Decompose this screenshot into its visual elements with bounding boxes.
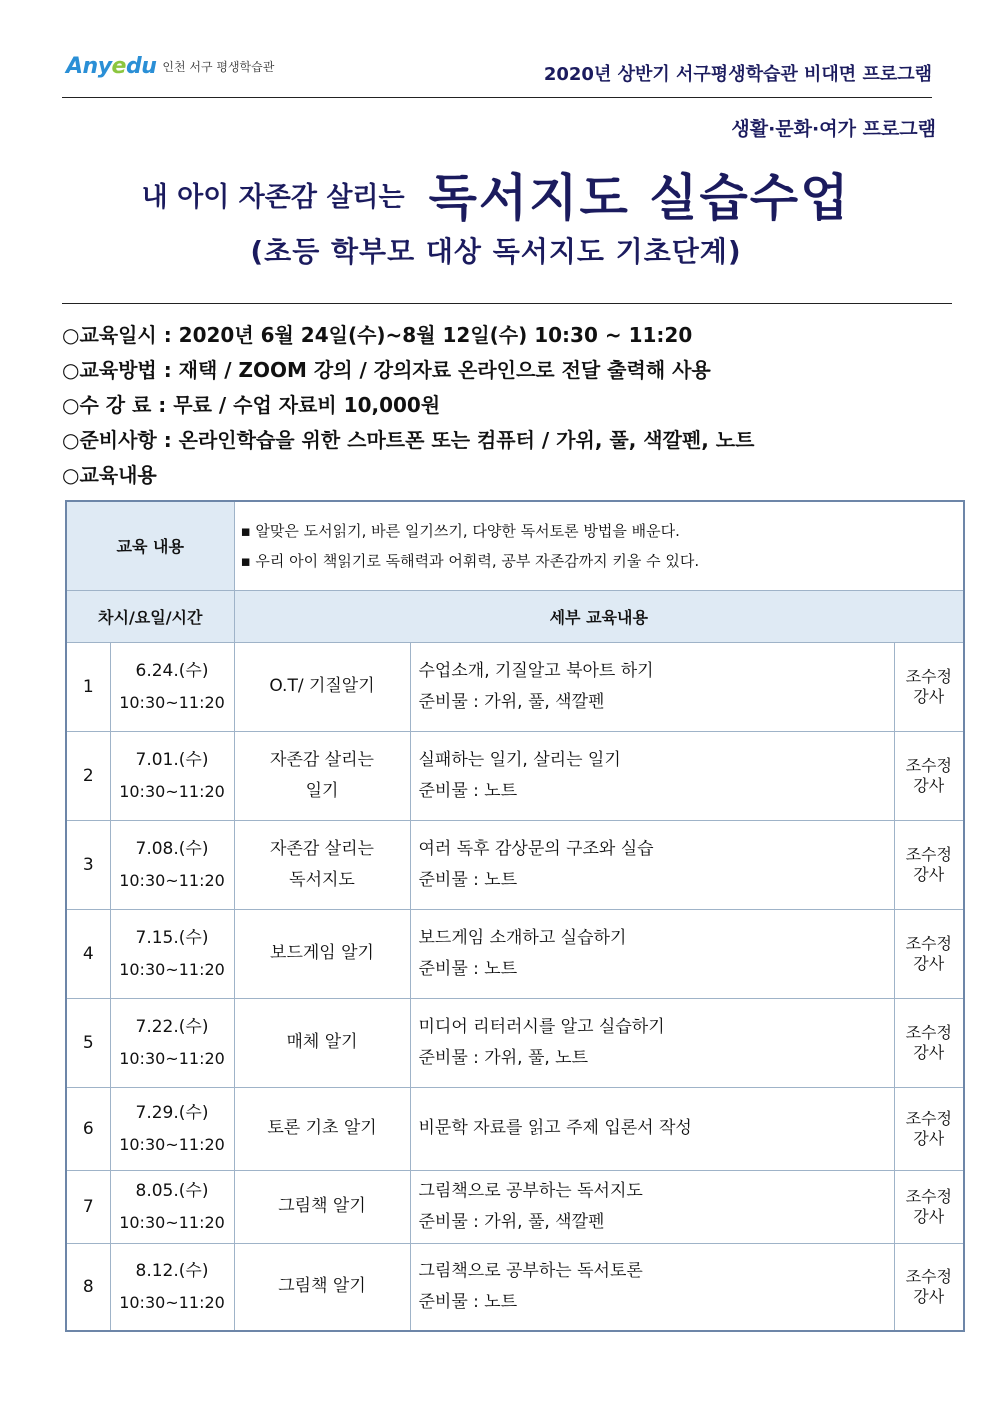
table-row [66, 1170, 964, 1243]
session-topic [234, 642, 410, 731]
info-method: ○교육방법 : 재택 / ZOOM 강의 / 강의자료 온라인으로 전달 출력해 사용 [62, 358, 711, 382]
session-detail [410, 731, 894, 820]
session-time: 10:30~11:20 [119, 1134, 225, 1154]
lecturer-name: 조수정 [905, 933, 952, 953]
topic-line: 자존감 살리는 [270, 749, 374, 770]
table-row [66, 998, 964, 1087]
detail-line: 그림책으로 공부하는 독서토론 [418, 1260, 643, 1281]
topic-line: 일기 [305, 780, 339, 801]
session-time: 10:30~11:20 [119, 781, 225, 801]
info-schedule: ○교육일시 : 2020년 6월 24일(수)~8월 12일(수) 10:30 ~ 11:20 [62, 323, 693, 347]
header-title: 2020년 상반기 서구평생학습관 비대면 프로그램 [543, 64, 932, 85]
session-topic [234, 998, 410, 1087]
intro-items [234, 501, 964, 590]
detail-line: 실패하는 일기, 살리는 일기 [418, 749, 621, 770]
title-divider [62, 303, 952, 304]
session-datetime [110, 1170, 234, 1243]
session-date: 7.08.(수) [135, 838, 209, 859]
info-list [62, 318, 754, 493]
session-date: 7.29.(수) [135, 1102, 209, 1123]
table-row [66, 909, 964, 998]
session-time: 10:30~11:20 [119, 1048, 225, 1068]
materials-line: 준비물 : 노트 [418, 958, 518, 979]
lecturer-title: 강사 [913, 1128, 945, 1148]
materials-line: 준비물 : 가위, 풀, 색깔펜 [418, 1211, 605, 1232]
lecturer-name: 조수정 [905, 1266, 952, 1286]
session-lecturer [894, 909, 964, 998]
topic-line: O.T/ 기질알기 [269, 676, 375, 696]
session-time: 10:30~11:20 [119, 1212, 225, 1232]
session-time: 10:30~11:20 [119, 959, 225, 979]
session-datetime [110, 820, 234, 909]
session-datetime [110, 642, 234, 731]
detail-line: 수업소개, 기질알고 북아트 하기 [418, 660, 654, 681]
col-session-header: 차시/요일/시간 [66, 590, 234, 642]
session-datetime [110, 1243, 234, 1331]
session-datetime [110, 998, 234, 1087]
page-title [0, 158, 992, 230]
lecturer-name: 조수정 [905, 1022, 952, 1042]
session-topic [234, 1243, 410, 1331]
topic-line: 그림책 알기 [278, 1276, 366, 1297]
session-date: 7.01.(수) [135, 749, 209, 770]
session-datetime [110, 731, 234, 820]
session-number: 2 [66, 731, 110, 820]
topic-line: 자존감 살리는 [270, 838, 374, 859]
program-category: 생활·문화·여가 프로그램 [731, 118, 936, 140]
materials-line: 준비물 : 노트 [418, 780, 518, 801]
session-date: 8.12.(수) [135, 1260, 209, 1281]
session-detail [410, 909, 894, 998]
session-number: 5 [66, 998, 110, 1087]
session-lecturer [894, 1243, 964, 1331]
logo [66, 54, 274, 79]
session-detail [410, 642, 894, 731]
schedule-rows [66, 642, 964, 1331]
session-time: 10:30~11:20 [119, 1292, 225, 1312]
session-detail [410, 820, 894, 909]
topic-line: 매체 알기 [286, 1032, 358, 1052]
lecturer-name: 조수정 [905, 755, 952, 775]
session-number: 1 [66, 642, 110, 731]
session-date: 7.15.(수) [135, 927, 209, 948]
lecturer-name: 조수정 [905, 1108, 952, 1128]
col-detail-header: 세부 교육내용 [234, 590, 964, 642]
lecturer-title: 강사 [913, 686, 945, 706]
session-datetime [110, 909, 234, 998]
table-row [66, 820, 964, 909]
session-detail [410, 1243, 894, 1331]
session-number: 6 [66, 1087, 110, 1170]
session-detail [410, 1170, 894, 1243]
logo-wordmark: Anyedu [66, 54, 157, 79]
intro-item: ▪ 알맞은 도서읽기, 바른 일기쓰기, 다양한 독서토론 방법을 배운다. [240, 521, 680, 540]
schedule-table [65, 500, 965, 1332]
intro-row [66, 501, 964, 590]
session-number: 8 [66, 1243, 110, 1331]
session-time: 10:30~11:20 [119, 692, 225, 712]
table-row [66, 1087, 964, 1170]
info-fee: ○수 강 료 : 무료 / 수업 자료비 10,000원 [62, 393, 441, 417]
lecturer-title: 강사 [913, 864, 945, 884]
detail-line: 보드게임 소개하고 실습하기 [418, 927, 627, 948]
materials-line: 준비물 : 가위, 풀, 색깔펜 [418, 691, 605, 712]
lecturer-title: 강사 [913, 1206, 945, 1226]
session-lecturer [894, 1170, 964, 1243]
detail-line: 여러 독후 감상문의 구조와 실습 [418, 838, 654, 859]
header-divider [62, 97, 932, 98]
topic-line: 토론 기초 알기 [267, 1118, 377, 1138]
topic-line: 보드게임 알기 [270, 943, 374, 963]
materials-line: 준비물 : 가위, 풀, 노트 [418, 1047, 589, 1068]
session-time: 10:30~11:20 [119, 870, 225, 890]
detail-line: 비문학 자료를 읽고 주제 입론서 작성 [418, 1118, 692, 1138]
lecturer-title: 강사 [913, 1042, 945, 1062]
detail-line: 미디어 리터러시를 알고 실습하기 [418, 1016, 665, 1037]
session-number: 4 [66, 909, 110, 998]
lecturer-title: 강사 [913, 775, 945, 795]
session-lecturer [894, 998, 964, 1087]
lecturer-title: 강사 [913, 953, 945, 973]
session-number: 7 [66, 1170, 110, 1243]
detail-line: 그림책으로 공부하는 독서지도 [418, 1180, 643, 1201]
intro-label: 교육 내용 [66, 501, 234, 590]
info-prep: ○준비사항 : 온라인학습을 위한 스마트폰 또는 컴퓨터 / 가위, 풀, 색깔펜, 노트 [62, 428, 755, 452]
lecturer-name: 조수정 [905, 844, 952, 864]
session-date: 6.24.(수) [135, 660, 209, 681]
lecturer-title: 강사 [913, 1286, 945, 1306]
session-lecturer [894, 1087, 964, 1170]
materials-line: 준비물 : 노트 [418, 869, 518, 890]
table-row [66, 731, 964, 820]
table-row [66, 1243, 964, 1331]
session-topic [234, 1170, 410, 1243]
info-content: ○교육내용 [62, 463, 157, 487]
logo-subtitle: 인천 서구 평생학습관 [162, 60, 275, 74]
session-detail [410, 998, 894, 1087]
session-number: 3 [66, 820, 110, 909]
session-lecturer [894, 820, 964, 909]
intro-item: ▪ 우리 아이 책읽기로 독해력과 어휘력, 공부 자존감까지 키울 수 있다. [240, 551, 700, 570]
session-lecturer [894, 731, 964, 820]
title-main: 독서지도 실습수업 [428, 169, 851, 227]
session-topic [234, 820, 410, 909]
session-lecturer [894, 642, 964, 731]
title-prefix: 내 아이 자존감 살리는 [141, 181, 405, 213]
session-datetime [110, 1087, 234, 1170]
session-detail [410, 1087, 894, 1170]
lecturer-name: 조수정 [905, 666, 952, 686]
page-subtitle: (초등 학부모 대상 독서지도 기초단계) [250, 235, 742, 268]
column-header-row [66, 590, 964, 642]
session-topic [234, 1087, 410, 1170]
session-date: 7.22.(수) [135, 1016, 209, 1037]
session-topic [234, 909, 410, 998]
topic-line: 독서지도 [289, 869, 355, 890]
session-topic [234, 731, 410, 820]
topic-line: 그림책 알기 [278, 1196, 366, 1216]
table-row [66, 642, 964, 731]
session-date: 8.05.(수) [135, 1180, 209, 1201]
materials-line: 준비물 : 노트 [418, 1291, 518, 1312]
lecturer-name: 조수정 [905, 1186, 952, 1206]
